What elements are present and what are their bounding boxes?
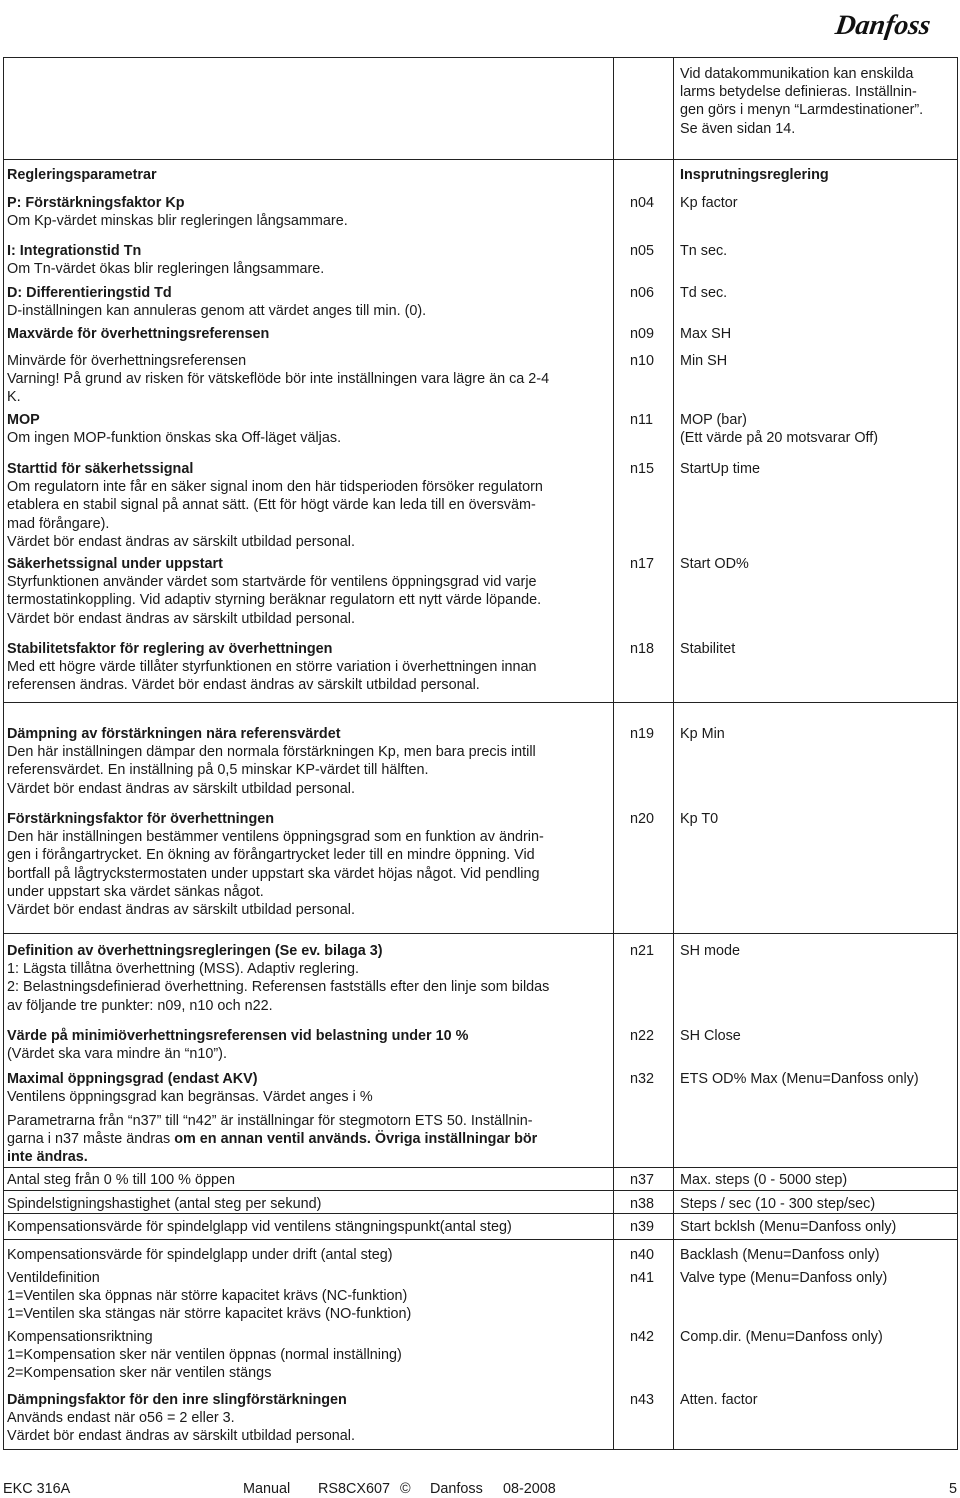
- parameter-code: n06: [630, 285, 655, 301]
- row-title: P: Förstärkningsfaktor Kp: [7, 195, 185, 211]
- parameter-label-line: MOP (bar): [680, 412, 747, 428]
- row-text: referensvärdet. En inställning på 0,5 minskar KP-värdet till hälften.: [7, 762, 429, 779]
- row-description: [7, 1328, 607, 1383]
- row-text: 2=Kompensation sker när ventilen stängs: [7, 1365, 272, 1382]
- row-description: [7, 194, 607, 230]
- parameter-code: n43: [630, 1392, 655, 1408]
- parameter-label: [680, 242, 955, 260]
- row-title: Maximal öppningsgrad (endast AKV): [7, 1071, 258, 1087]
- parameter-label-line: Min SH: [680, 353, 728, 369]
- row-text: Värdet bör endast ändras av särskilt utbildad personal.: [7, 1428, 355, 1445]
- parameter-code: n42: [630, 1329, 655, 1345]
- row-description: [7, 1391, 607, 1446]
- row-text: referensen ändras. Värdet bör endast ändras av särskilt utbildad personal.: [7, 677, 480, 694]
- parameter-code: n04: [630, 195, 655, 211]
- row-text: mad förångare).: [7, 515, 110, 532]
- row-title: Kompensationsvärde för spindelglapp under drift (antal steg): [7, 1247, 393, 1263]
- parameter-code: n22: [630, 1028, 655, 1044]
- parameter-code: n41: [630, 1270, 655, 1286]
- row-title: Maxvärde för överhettningsreferensen: [7, 326, 270, 342]
- row-description: [7, 1218, 607, 1236]
- row-title: Värde på minimiöverhettningsreferensen vid belastning under 10 %: [7, 1028, 469, 1044]
- parameter-label: [680, 284, 955, 302]
- top-note: [680, 65, 955, 138]
- section-header-right: Insprutningsreglering: [680, 167, 829, 183]
- parameter-label: [680, 1070, 955, 1088]
- row-text: Varning! På grund av risken för vätskeflöde bör inte inställningen vara lägre än ca 2-4: [7, 371, 550, 388]
- row-description: [7, 1070, 607, 1106]
- parameter-label: [680, 1027, 955, 1045]
- row-title: Dämpning av förstärkningen nära referensvärdet: [7, 726, 341, 742]
- row-description: [7, 810, 607, 919]
- row-text: 2: Belastningsdefinierad överhettning. Referensen fastställs efter den linje som bildas: [7, 979, 550, 996]
- row-description: [7, 1269, 607, 1324]
- row-text: D-inställningen kan annuleras genom att värdet anges till min. (0).: [7, 303, 427, 320]
- parameter-label: [680, 1328, 955, 1346]
- row-text: 1: Lägsta tillåtna överhettning (MSS). Adaptiv reglering.: [7, 961, 359, 978]
- parameter-label: [680, 1171, 955, 1189]
- row-text: 1=Kompensation sker när ventilen öppnas (normal inställning): [7, 1347, 402, 1364]
- parameter-label: [680, 1195, 955, 1213]
- parameter-label: [680, 460, 955, 478]
- row-text: Används endast när o56 = 2 eller 3.: [7, 1410, 235, 1427]
- parameter-label: [680, 411, 955, 447]
- row-text: Den här inställningen bestämmer ventilens öppningsgrad som en funktion av ändrin-: [7, 829, 544, 846]
- parameter-code: n19: [630, 726, 655, 742]
- svg-text:Danfoss: Danfoss: [833, 10, 933, 41]
- row-title: I: Integrationstid Tn: [7, 243, 142, 259]
- parameter-label: [680, 1269, 955, 1287]
- row-text: (Värdet ska vara mindre än “n10”).: [7, 1046, 227, 1063]
- row-description: [7, 325, 607, 343]
- row-text: Värdet bör endast ändras av särskilt utbildad personal.: [7, 780, 355, 797]
- row-title: Starttid för säkerhetssignal: [7, 461, 194, 477]
- row-description: [7, 725, 607, 798]
- parameter-label: [680, 1391, 955, 1409]
- row-text: Om Tn-värdet ökas blir regleringen långsammare.: [7, 261, 325, 278]
- parameter-label-line: Start bcklsh (Menu=Danfoss only): [680, 1219, 897, 1235]
- row-text: Om Kp-värdet minskas blir regleringen långsammare.: [7, 213, 348, 230]
- row-description: [7, 640, 607, 695]
- parameter-label: [680, 194, 955, 212]
- row-title: MOP: [7, 412, 40, 428]
- row-description: [7, 555, 607, 628]
- parameter-label-line: Kp Min: [680, 726, 725, 742]
- footer-doc-code: RS8CX607: [318, 1481, 390, 1497]
- row-text: Värdet bör endast ändras av särskilt utbildad personal.: [7, 902, 355, 919]
- parameter-code: n21: [630, 943, 655, 959]
- note-line: Se även sidan 14.: [680, 120, 796, 137]
- footer-doc-type: Manual: [243, 1481, 291, 1497]
- parameter-code: n17: [630, 556, 655, 572]
- row-description: [7, 942, 607, 1015]
- parameter-label: [680, 1218, 955, 1236]
- parameter-label: [680, 555, 955, 573]
- parameter-code: n05: [630, 243, 655, 259]
- parameter-label-line: ETS OD% Max (Menu=Danfoss only): [680, 1071, 919, 1087]
- row-text-bold: om en annan ventil används. Övriga inställningar bör: [174, 1131, 538, 1148]
- parameter-code: n15: [630, 461, 655, 477]
- parameter-label: [680, 810, 955, 828]
- parameter-label-line: Start OD%: [680, 556, 749, 572]
- row-description: [7, 1027, 607, 1063]
- row-text: 1=Ventilen ska öppnas när större kapacitet krävs (NC-funktion): [7, 1288, 408, 1305]
- row-description: [7, 1171, 607, 1189]
- row-description: [7, 460, 607, 551]
- row-text: termostatinkoppling. Vid adaptiv styrning beräknar regulatorn ett nytt värde löpande.: [7, 592, 542, 609]
- parameter-label-line: Steps / sec (10 - 300 step/sec): [680, 1196, 876, 1212]
- note-line: larms betydelse definieras. Inställnin-: [680, 84, 917, 101]
- row-text: Den här inställningen dämpar den normala förstärkningen Kp, men bara precis intill: [7, 744, 536, 761]
- row-title: Kompensationsvärde för spindelglapp vid ventilens stängningspunkt(antal steg): [7, 1219, 512, 1235]
- row-title: Ventildefinition: [7, 1270, 100, 1286]
- danfoss-logo: [826, 4, 946, 46]
- row-text-bold: inte ändras.: [7, 1149, 88, 1166]
- row-text: Styrfunktionen använder värdet som startvärde för ventilens öppningsgrad vid varje: [7, 574, 537, 591]
- parameter-label-line: Max SH: [680, 326, 732, 342]
- row-description: [7, 242, 607, 278]
- row-title: Parametrarna från “n37” till “n42” är inställningar för stegmotorn ETS 50. Inställnin-: [7, 1113, 533, 1129]
- parameter-code: n37: [630, 1172, 655, 1188]
- section-header-left: Regleringsparametrar: [7, 167, 157, 183]
- row-text: Värdet bör endast ändras av särskilt utbildad personal.: [7, 533, 355, 550]
- footer-brand: Danfoss: [430, 1481, 483, 1497]
- row-text: etablera en stabil signal på annat sätt. (Ett för högt värde kan leda till en översväm-: [7, 497, 536, 514]
- footer-page-number: 5: [949, 1481, 958, 1497]
- parameter-label-line: Max. steps (0 - 5000 step): [680, 1172, 848, 1188]
- parameter-label-line: Atten. factor: [680, 1392, 758, 1408]
- parameter-label-line: SH Close: [680, 1028, 741, 1044]
- parameter-label-line: Tn sec.: [680, 243, 728, 259]
- parameter-code: n09: [630, 326, 655, 342]
- row-description: [7, 1195, 607, 1213]
- row-title: Definition av överhettningsregleringen (Se ev. bilaga 3): [7, 943, 383, 959]
- parameter-label-line: Valve type (Menu=Danfoss only): [680, 1270, 888, 1286]
- row-title: Dämpningsfaktor för den inre slingförstärkningen: [7, 1392, 347, 1408]
- parameter-code: n39: [630, 1219, 655, 1235]
- parameter-code: n40: [630, 1247, 655, 1263]
- row-text: under uppstart ska värdet sänkas något.: [7, 883, 264, 900]
- parameter-code: n18: [630, 641, 655, 657]
- row-text: Om ingen MOP-funktion önskas ska Off-läget väljas.: [7, 430, 342, 447]
- row-text: Värdet bör endast ändras av särskilt utbildad personal.: [7, 610, 355, 627]
- parameter-code: n38: [630, 1196, 655, 1212]
- parameter-label-line: (Ett värde på 20 motsvarar Off): [680, 430, 879, 447]
- row-text: gen i förångartrycket. En ökning av förångartrycket leder till en mindre öppning. Vid: [7, 847, 535, 864]
- parameter-label-line: Td sec.: [680, 285, 728, 301]
- row-text: 1=Ventilen ska stängas när större kapacitet krävs (NO-funktion): [7, 1306, 412, 1323]
- row-title: Stabilitetsfaktor för reglering av överhettningen: [7, 641, 333, 657]
- row-text-plain: garna i n37 måste ändras: [7, 1131, 175, 1148]
- footer-date: 08-2008: [503, 1481, 556, 1497]
- parameter-label-line: Backlash (Menu=Danfoss only): [680, 1247, 880, 1263]
- parameter-label-line: StartUp time: [680, 461, 760, 477]
- row-title: Antal steg från 0 % till 100 % öppen: [7, 1172, 235, 1188]
- parameter-code: n32: [630, 1071, 655, 1087]
- parameter-label: [680, 352, 955, 370]
- parameter-label-line: SH mode: [680, 943, 740, 959]
- row-title: Säkerhetssignal under uppstart: [7, 556, 223, 572]
- row-title: D: Differentieringstid Td: [7, 285, 172, 301]
- note-line: gen görs i menyn “Larmdestinationer”.: [680, 102, 924, 119]
- parameter-label: [680, 1246, 955, 1264]
- parameter-label: [680, 640, 955, 658]
- row-text: Med ett högre värde tillåter styrfunktionen en större variation i överhettningen innan: [7, 659, 537, 676]
- row-description: [7, 1112, 607, 1167]
- parameter-label-line: Comp.dir. (Menu=Danfoss only): [680, 1329, 883, 1345]
- parameter-label: [680, 942, 955, 960]
- row-title: Kompensationsriktning: [7, 1329, 153, 1345]
- row-text: Ventilens öppningsgrad kan begränsas. Värdet anges i %: [7, 1089, 373, 1106]
- footer-copyright: ©: [400, 1481, 411, 1497]
- parameter-code: n20: [630, 811, 655, 827]
- row-text: av följande tre punkter: n09, n10 och n22.: [7, 997, 273, 1014]
- parameter-label: [680, 725, 955, 743]
- row-title: Förstärkningsfaktor för överhettningen: [7, 811, 275, 827]
- parameter-code: n11: [630, 412, 653, 428]
- parameter-code: n10: [630, 353, 655, 369]
- note-line: Vid datakommunikation kan enskilda: [680, 66, 914, 82]
- footer-model: EKC 316A: [3, 1481, 71, 1497]
- row-title: Minvärde för överhettningsreferensen: [7, 353, 247, 369]
- row-text: bortfall på lågtryckstermostaten under uppstart ska värdet höjas något. Vid pendling: [7, 865, 540, 882]
- row-text: Om regulatorn inte får en säker signal inom den här tidsperioden försöker regulatorn: [7, 479, 543, 496]
- row-description: [7, 284, 607, 320]
- parameter-label-line: Stabilitet: [680, 641, 736, 657]
- row-description: [7, 411, 607, 447]
- row-text: K.: [7, 389, 21, 406]
- row-text: [7, 1130, 607, 1148]
- row-description: [7, 1246, 607, 1264]
- row-description: [7, 352, 607, 407]
- parameter-label-line: Kp T0: [680, 811, 719, 827]
- row-title: Spindelstigningshastighet (antal steg per sekund): [7, 1196, 322, 1212]
- parameter-label-line: Kp factor: [680, 195, 738, 211]
- parameter-label: [680, 325, 955, 343]
